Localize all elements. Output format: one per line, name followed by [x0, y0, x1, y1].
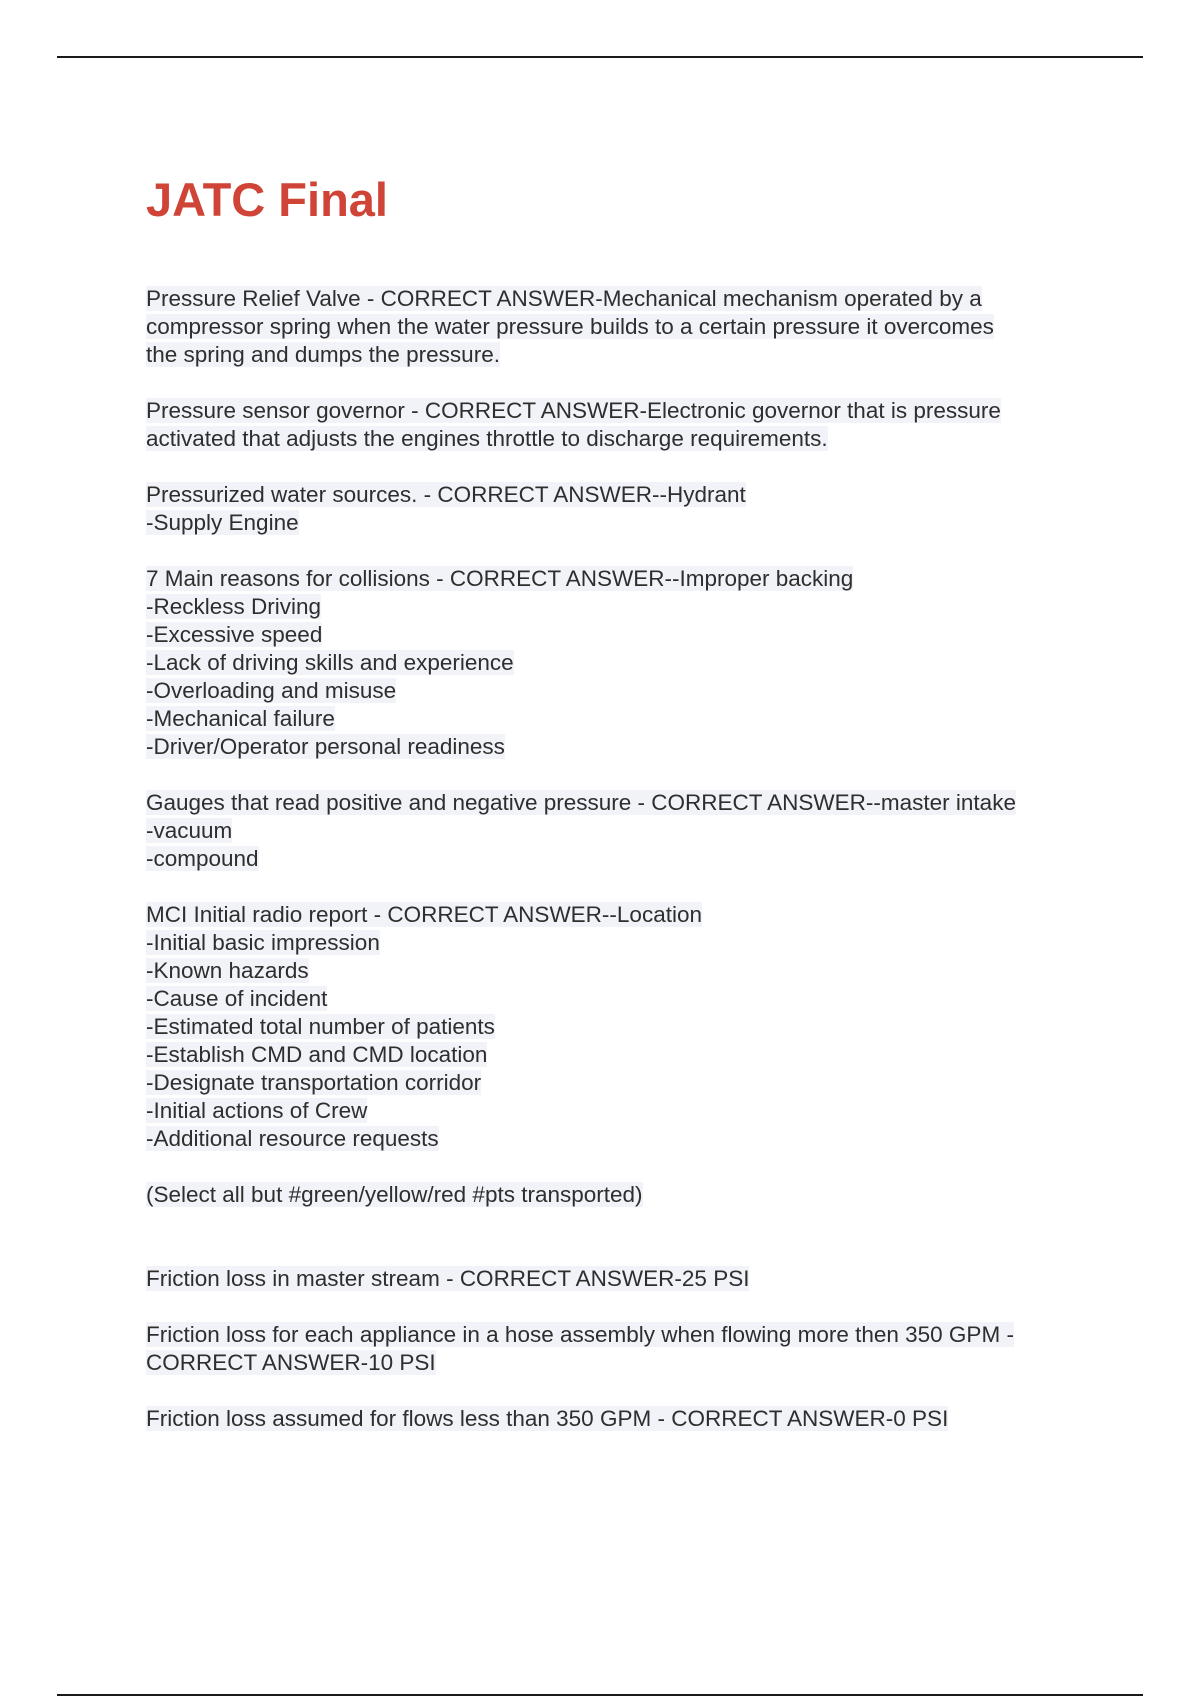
- qa-line-text: -compound: [146, 846, 259, 871]
- qa-line: [146, 845, 1086, 873]
- qa-line: [146, 481, 1086, 509]
- qa-line: [146, 593, 1086, 621]
- qa-entry: [146, 1321, 1086, 1377]
- qa-line: [146, 929, 1086, 957]
- qa-line: [146, 1041, 1086, 1069]
- qa-line-text: Gauges that read positive and negative pressure - CORRECT ANSWER--master intake: [146, 790, 1016, 815]
- qa-entry: [146, 565, 1086, 761]
- document-body: [146, 170, 1086, 1461]
- qa-line-text: -Driver/Operator personal readiness: [146, 734, 505, 759]
- qa-line-text: the spring and dumps the pressure.: [146, 342, 500, 367]
- qa-line: [146, 1265, 1086, 1293]
- qa-line-text: Friction loss for each appliance in a hose assembly when flowing more then 350 GPM -: [146, 1322, 1014, 1347]
- qa-line: [146, 341, 1086, 369]
- qa-line: [146, 817, 1086, 845]
- qa-line-text: activated that adjusts the engines throttle to discharge requirements.: [146, 426, 828, 451]
- qa-line: [146, 649, 1086, 677]
- qa-entry: [146, 285, 1086, 369]
- qa-line: [146, 985, 1086, 1013]
- qa-line-text: Friction loss assumed for flows less than 350 GPM - CORRECT ANSWER-0 PSI: [146, 1406, 949, 1431]
- qa-line-text: -Cause of incident: [146, 986, 328, 1011]
- qa-list: [146, 285, 1086, 1153]
- qa-line-text: -Excessive speed: [146, 622, 323, 647]
- qa-line: [146, 565, 1086, 593]
- qa-line: [146, 705, 1086, 733]
- qa-line-text: -Overloading and misuse: [146, 678, 397, 703]
- qa-entry: [146, 481, 1086, 537]
- qa-line: [146, 901, 1086, 929]
- qa-line-text: -Mechanical failure: [146, 706, 335, 731]
- qa-line-text: -Supply Engine: [146, 510, 299, 535]
- qa-line-text: compressor spring when the water pressure builds to a certain pressure it overcomes: [146, 314, 994, 339]
- qa-entry: [146, 1405, 1086, 1433]
- qa-entry: [146, 397, 1086, 453]
- qa-line: [146, 1349, 1086, 1377]
- qa-line: [146, 397, 1086, 425]
- qa-list-secondary: [146, 1265, 1086, 1433]
- qa-line: [146, 1321, 1086, 1349]
- qa-line: [146, 1097, 1086, 1125]
- qa-line: [146, 621, 1086, 649]
- bottom-rule: [57, 1694, 1143, 1696]
- qa-line: [146, 957, 1086, 985]
- qa-line-text: Pressurized water sources. - CORRECT ANSWER--Hydrant: [146, 482, 746, 507]
- qa-line: [146, 1069, 1086, 1097]
- qa-line: [146, 285, 1086, 313]
- qa-line-text: -Establish CMD and CMD location: [146, 1042, 488, 1067]
- qa-line: [146, 789, 1086, 817]
- qa-line: [146, 733, 1086, 761]
- qa-line: [146, 509, 1086, 537]
- qa-line-text: -Estimated total number of patients: [146, 1014, 495, 1039]
- qa-line: [146, 1125, 1086, 1153]
- qa-line-text: Pressure Relief Valve - CORRECT ANSWER-Mechanical mechanism operated by a: [146, 286, 982, 311]
- qa-line: [146, 1013, 1086, 1041]
- qa-line: [146, 313, 1086, 341]
- qa-line-text: MCI Initial radio report - CORRECT ANSWER--Location: [146, 902, 702, 927]
- qa-line: [146, 425, 1086, 453]
- note: [146, 1181, 1086, 1209]
- qa-line-text: -Known hazards: [146, 958, 309, 983]
- note-text: (Select all but #green/yellow/red #pts transported): [146, 1182, 643, 1207]
- qa-line: [146, 677, 1086, 705]
- qa-line-text: -Designate transportation corridor: [146, 1070, 482, 1095]
- qa-line-text: CORRECT ANSWER-10 PSI: [146, 1350, 436, 1375]
- qa-line-text: -Initial basic impression: [146, 930, 380, 955]
- qa-line: [146, 1405, 1086, 1433]
- document-title: JATC Final: [146, 173, 388, 226]
- qa-line-text: -vacuum: [146, 818, 233, 843]
- qa-line-text: -Reckless Driving: [146, 594, 322, 619]
- top-rule: [57, 56, 1143, 58]
- qa-line-text: -Initial actions of Crew: [146, 1098, 368, 1123]
- qa-entry: [146, 789, 1086, 873]
- qa-line-text: 7 Main reasons for collisions - CORRECT ANSWER--Improper backing: [146, 566, 854, 591]
- qa-line-text: Friction loss in master stream - CORRECT ANSWER-25 PSI: [146, 1266, 750, 1291]
- qa-line-text: -Lack of driving skills and experience: [146, 650, 514, 675]
- qa-line-text: Pressure sensor governor - CORRECT ANSWER-Electronic governor that is pressure: [146, 398, 1001, 423]
- qa-line-text: -Additional resource requests: [146, 1126, 439, 1151]
- qa-entry: [146, 901, 1086, 1153]
- qa-entry: [146, 1265, 1086, 1293]
